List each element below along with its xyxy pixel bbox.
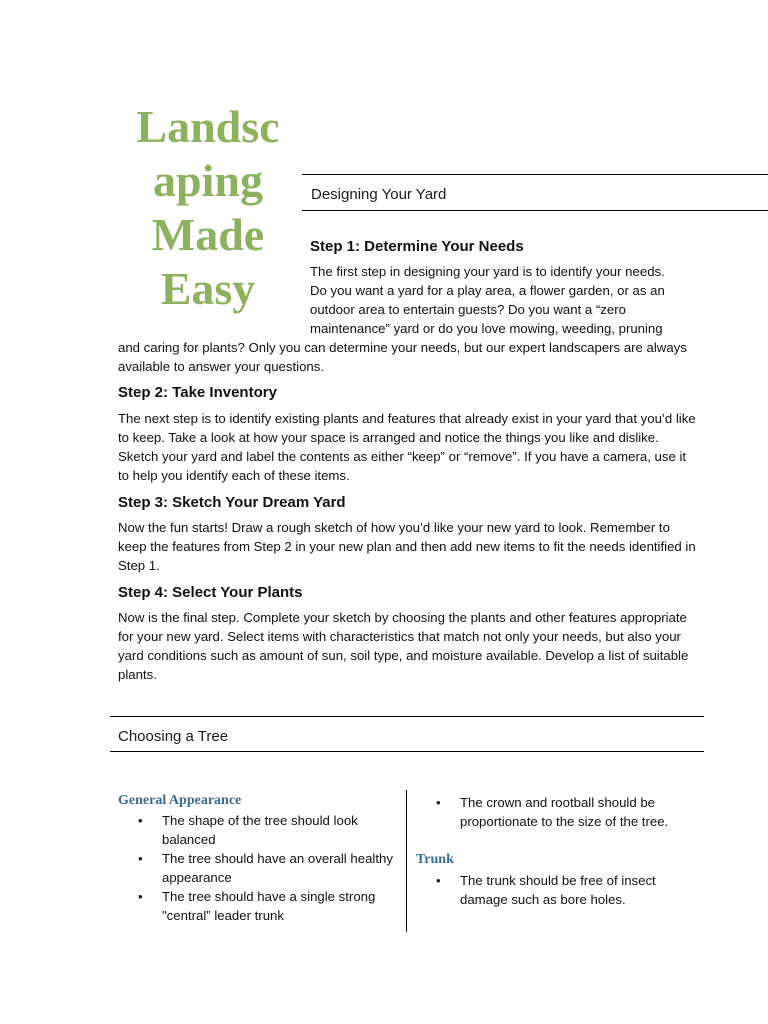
list-item: • The trunk should be free of insect damage such as bore holes.	[416, 871, 706, 909]
section-heading-designing: Designing Your Yard	[311, 186, 447, 203]
trunk-heading: Trunk	[416, 852, 454, 867]
section-rule-top	[110, 716, 704, 717]
column-divider	[406, 790, 407, 932]
list-item: • The tree should have an overall healthy appearance	[118, 849, 400, 887]
step1-line: maintenance” yard or do you love mowing, weeding, pruning	[310, 321, 663, 336]
general-appearance-heading: General Appearance	[118, 793, 242, 808]
section-rule-bottom	[110, 751, 704, 752]
step1-heading: Step 1: Determine Your Needs	[310, 238, 524, 255]
title-line: Made	[151, 209, 265, 260]
right-column-list	[416, 793, 706, 831]
step1-line: outdoor area to entertain guests? Do you want a “zero	[310, 302, 626, 317]
trunk-list	[416, 871, 706, 909]
general-appearance-list	[118, 811, 400, 925]
step1-line: Do you want a yard for a play area, a flower garden, or as an	[310, 283, 665, 298]
step1-continued: and caring for plants? Only you can determine your needs, but our expert landscapers are always available to answer your questions.	[118, 340, 687, 374]
step4-text: Now is the final step. Complete your sketch by choosing the plants and other features appropriate for your new yard. Select items with characteristics that match not only your needs, but also your yard conditions such as amount of sun, soil type, and moisture available. Develop a list of suitable plants.	[118, 610, 689, 682]
step3-heading: Step 3: Sketch Your Dream Yard	[118, 494, 346, 511]
section-heading-choosing-tree: Choosing a Tree	[118, 728, 229, 745]
title-line: aping	[153, 155, 263, 206]
step3-text: Now the fun starts! Draw a rough sketch of how you’d like your new yard to look. Remember to keep the features from Step 2 in your new plan and then add new items to fit the needs identified in Step 1.	[118, 520, 696, 573]
step2-text: The next step is to identify existing plants and features that already exist in your yard that you’d like to keep. Take a look at how your space is arranged and notice the things you like and dislike. Sketch your yard and label the contents as either “keep” or “remove”. If you have a camera, use it to help you identify each of these items.	[118, 411, 696, 483]
step2-heading: Step 2: Take Inventory	[118, 384, 277, 401]
list-item: • The tree should have a single strong "central” leader trunk	[118, 887, 400, 925]
section-rule-bottom	[302, 210, 768, 211]
title-line: Landsc	[136, 101, 280, 152]
title-line: Easy	[160, 263, 256, 314]
step1-line: The first step in designing your yard is to identify your needs.	[310, 264, 665, 279]
section-rule-top	[302, 174, 768, 175]
step4-heading: Step 4: Select Your Plants	[118, 584, 303, 601]
document-title	[118, 100, 298, 316]
list-item: • The crown and rootball should be proportionate to the size of the tree.	[416, 793, 706, 831]
list-item: • The shape of the tree should look balanced	[118, 811, 400, 849]
